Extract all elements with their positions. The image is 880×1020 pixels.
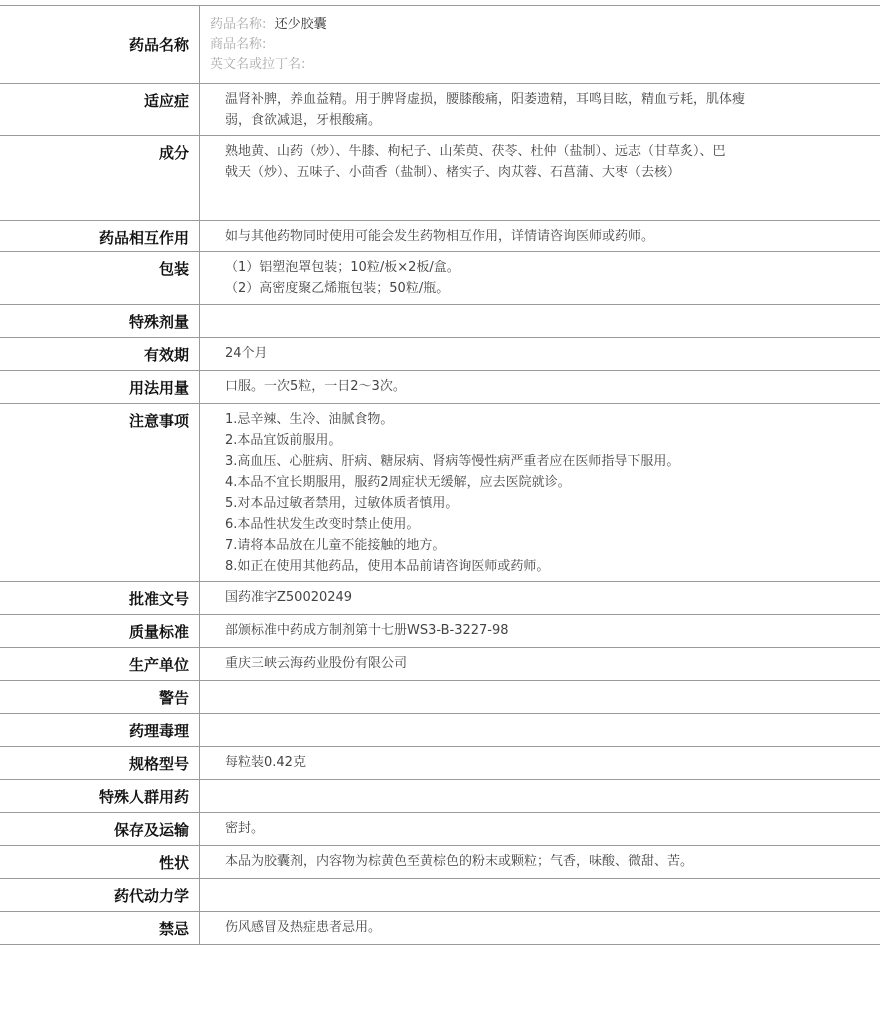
row-value: 部颁标准中药成方制剂第十七册WS3-B-3227-98 <box>225 623 509 638</box>
drug-name-label: 药品名称: <box>210 17 267 32</box>
row-specification <box>0 747 880 780</box>
row-indications <box>0 84 880 136</box>
row-label: 保存及运输 <box>0 813 200 845</box>
row-label: 有效期 <box>0 338 200 370</box>
row-warning <box>0 681 880 714</box>
row-label: 药品名称 <box>0 6 200 83</box>
text-line: 弱，食欲减退，牙根酸痛。 <box>225 113 382 128</box>
row-value: 重庆三峡云海药业股份有限公司 <box>225 656 408 671</box>
row-manufacturer <box>0 648 880 681</box>
row-value <box>200 681 880 713</box>
row-value: 如与其他药物同时使用可能会发生药物相互作用，详情请咨询医师或药师。 <box>225 229 655 244</box>
row-packaging <box>0 252 880 305</box>
row-value <box>200 252 880 304</box>
row-value <box>200 404 880 581</box>
row-pharmacology <box>0 714 880 747</box>
row-special-dosage <box>0 305 880 338</box>
drug-name-value: 还少胶囊 <box>274 17 327 32</box>
row-value: 国药准字Z50020249 <box>225 590 353 605</box>
row-value <box>200 84 880 135</box>
row-value: 每粒装0.42克 <box>225 755 306 770</box>
drug-info-table <box>0 5 880 945</box>
list-item: 2.本品宜饭前服用。 <box>225 433 342 448</box>
row-label: 成分 <box>0 136 200 220</box>
row-label: 用法用量 <box>0 371 200 403</box>
text-line: 温肾补脾，养血益精。用于脾肾虚损，腰膝酸痛，阳萎遗精，耳鸣目眩，精血亏耗，肌体瘦 <box>225 92 746 107</box>
row-label: 批准文号 <box>0 582 200 614</box>
row-drug-name <box>0 6 880 84</box>
row-dosage <box>0 371 880 404</box>
row-ingredients <box>0 136 880 221</box>
row-label: 性状 <box>0 846 200 878</box>
row-shelf-life <box>0 338 880 371</box>
row-label: 特殊剂量 <box>0 305 200 337</box>
text-line: （1）铝塑泡罩包装；10粒/板×2板/盒。 <box>225 260 460 275</box>
list-item: 6.本品性状发生改变时禁止使用。 <box>225 517 420 532</box>
list-item: 5.对本品过敏者禁用，过敏体质者慎用。 <box>225 496 459 511</box>
row-label: 特殊人群用药 <box>0 780 200 812</box>
row-label: 包装 <box>0 252 200 304</box>
row-value <box>200 305 880 337</box>
list-item: 3.高血压、心脏病、肝病、糖尿病、肾病等慢性病严重者应在医师指导下服用。 <box>225 454 680 469</box>
row-value: 口服。一次5粒，一日2～3次。 <box>225 379 406 394</box>
row-description <box>0 846 880 879</box>
row-approval-number <box>0 582 880 615</box>
text-line: （2）高密度聚乙烯瓶包装；50粒/瓶。 <box>225 281 450 296</box>
row-label: 药品相互作用 <box>0 221 200 251</box>
row-contraindications <box>0 912 880 945</box>
row-value: 伤风感冒及热症患者忌用。 <box>225 920 382 935</box>
row-interactions <box>0 221 880 252</box>
row-label: 生产单位 <box>0 648 200 680</box>
row-value: 密封。 <box>225 821 265 836</box>
row-value: 24个月 <box>225 346 268 361</box>
list-item: 4.本品不宜长期服用，服药2周症状无缓解，应去医院就诊。 <box>225 475 571 490</box>
drug-name-line <box>210 15 790 35</box>
english-name-label: 英文名或拉丁名: <box>210 57 306 72</box>
text-line: 戟天（炒）、五味子、小茴香（盐制）、楮实子、肉苁蓉、石菖蒲、大枣（去核） <box>225 165 681 180</box>
row-storage <box>0 813 880 846</box>
row-label: 质量标准 <box>0 615 200 647</box>
row-value <box>200 714 880 746</box>
row-value <box>200 136 880 220</box>
row-precautions <box>0 404 880 582</box>
row-label: 适应症 <box>0 84 200 135</box>
trade-name-label: 商品名称: <box>210 37 267 52</box>
row-value <box>200 780 880 812</box>
row-value: 本品为胶囊剂，内容物为棕黄色至黄棕色的粉末或颗粒；气香，味酸、微甜、苦。 <box>225 854 694 869</box>
row-value <box>200 6 880 83</box>
row-pharmacokinetics <box>0 879 880 912</box>
row-label: 药代动力学 <box>0 879 200 911</box>
row-value <box>200 879 880 911</box>
list-item: 1.忌辛辣、生冷、油腻食物。 <box>225 412 394 427</box>
text-line: 熟地黄、山药（炒）、牛膝、枸杞子、山茱萸、茯苓、杜仲（盐制）、远志（甘草炙）、巴 <box>225 144 726 159</box>
list-item: 8.如正在使用其他药品，使用本品前请咨询医师或药师。 <box>225 559 550 574</box>
row-special-population <box>0 780 880 813</box>
row-quality-standard <box>0 615 880 648</box>
row-label: 规格型号 <box>0 747 200 779</box>
row-label: 注意事项 <box>0 404 200 581</box>
list-item: 7.请将本品放在儿童不能接触的地方。 <box>225 538 446 553</box>
row-label: 禁忌 <box>0 912 200 944</box>
row-label: 药理毒理 <box>0 714 200 746</box>
row-label: 警告 <box>0 681 200 713</box>
